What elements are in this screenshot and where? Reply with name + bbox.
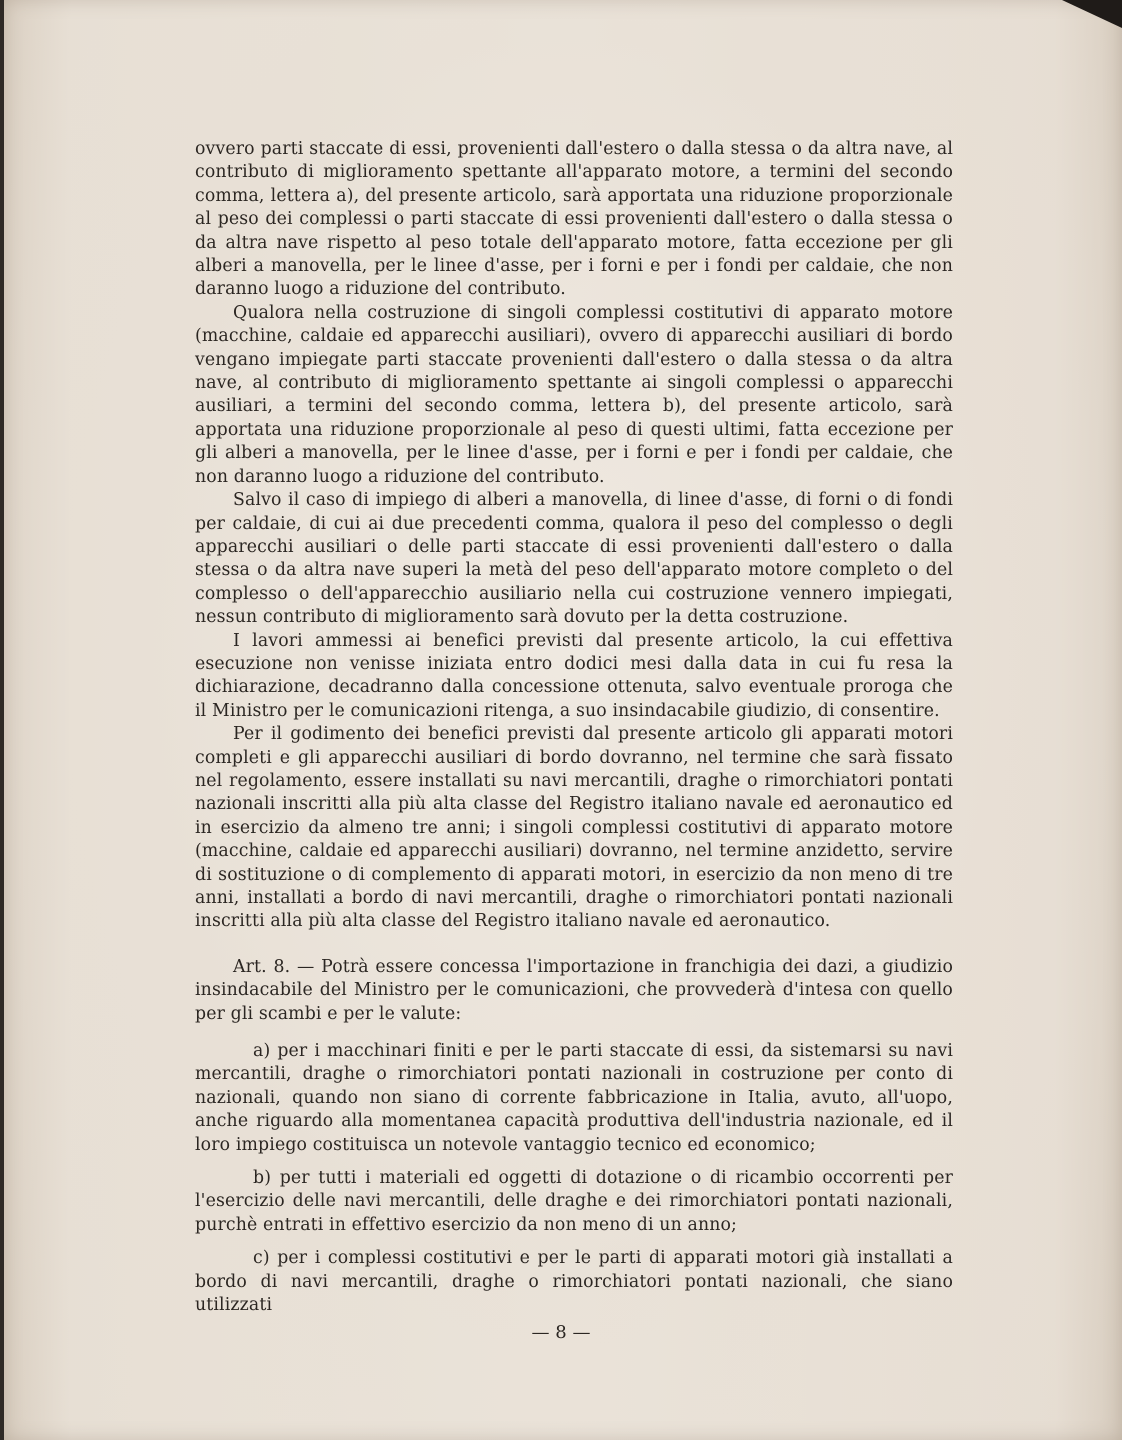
document-page [4, 0, 1122, 1440]
paragraph-3: Salvo il caso di impiego di alberi a manovella, di linee d'asse, di forni o di fondi per caldaie, di cui ai due precedenti comma, qualora il peso del complesso o degli apparecchi ausiliari o delle parti staccate di essi provenienti dall'estero o dalla stessa o da altra nave superi la metà del peso dell'apparato motore completo o del complesso o dell'apparecchio ausiliario nella cui costruzione vennero impiegati, nessun contributo di miglioramento sarà dovuto per la detta costruzione. [195, 490, 953, 628]
list-item-c: c) per i complessi costitutivi e per le parti di apparati motori già installati a bordo di navi mercantili, draghe o rimorchiatori pontati nazionali, che siano utilizzati [195, 1248, 953, 1316]
paragraph-4: I lavori ammessi ai benefici previsti dal presente articolo, la cui effettiva esecuzione non venisse iniziata entro dodici mesi dalla data in cui fu resa la dichiarazione, decadranno dalla concessione ottenuta, salvo eventuale proroga che il Ministro per le comunicazioni ritenga, a suo insindacabile giudizio, di consentire. [195, 630, 953, 721]
paragraph-5: Per il godimento dei benefici previsti dal presente articolo gli apparati motori completi e gli apparecchi ausiliari di bordo dovranno, nel termine che sarà fissato nel regolamento, essere installati su navi mercantili, draghe o rimorchiatori pontati nazionali inscritti alla più alta classe del Registro italiano navale ed aeronautico ed in esercizio da almeno tre anni; i singoli complessi costitutivi di apparato motore (macchine, caldaie ed apparecchi ausiliari) dovranno, nel termine anzidetto, servire di sostituzione o di complemento di apparati motori, in esercizio da non meno di tre anni, installati a bordo di navi mercantili, draghe o rimorchiatori pontati nazionali inscritti alla più alta classe del Registro italiano navale ed aeronautico. [195, 724, 953, 932]
list-item-a: a) per i macchinari finiti e per le parti staccate di essi, da sistemarsi su navi mercantili, draghe o rimorchiatori pontati nazionali in costruzione per conto di nazionali, quando non siano di corrente fabbricazione in Italia, avuto, all'uopo, anche riguardo alla momentanea capacità produttiva dell'industria nazionale, ed il loro impiego costituisca un notevole vantaggio tecnico ed economico; [195, 1041, 953, 1155]
article-8-heading-paragraph: Art. 8. — Potrà essere concessa l'importazione in franchigia dei dazi, a giudizio insindacabile del Ministro per le comunicazioni, che provvederà d'intesa con quello per gli scambi e per le valute: [195, 956, 953, 1024]
document-body [195, 138, 953, 1318]
page-corner-fold [1062, 0, 1122, 28]
page-number: — 8 — [531, 1322, 591, 1343]
list-item-b: b) per tutti i materiali ed oggetti di dotazione o di ricambio occorrenti per l'esercizio delle navi mercantili, delle draghe e dei rimorchiatori pontati nazionali, purchè entrati in effettivo esercizio da non meno di un anno; [195, 1168, 953, 1235]
paragraph-1: ovvero parti staccate di essi, provenienti dall'estero o dalla stessa o da altra nave, al contributo di miglioramento spettante all'apparato motore, a termini del secondo comma, lettera a), del presente articolo, sarà apportata una riduzione proporzionale al peso dei complessi o parti staccate di essi provenienti dall'estero o dalla stessa o da altra nave rispetto al peso totale dell'apparato motore, fatta eccezione per gli alberi a manovella, per le linee d'asse, per i forni e per i fondi per caldaie, che non daranno luogo a riduzione del contributo. [195, 139, 953, 300]
paragraph-2: Qualora nella costruzione di singoli complessi costitutivi di apparato motore (macchine, caldaie ed apparecchi ausiliari), ovvero di apparecchi ausiliari di bordo vengano impiegate parti staccate provenienti dall'estero o dalla stessa o da altra nave, al contributo di miglioramento spettante ai singoli complessi o apparecchi ausiliari, a termini del secondo comma, lettera b), del presente articolo, sarà apportata una riduzione proporzionale al peso di questi ultimi, fatta eccezione per gli alberi a manovella, per le linee d'asse, per i forni e per i fondi per caldaie, che non daranno luogo a riduzione del contributo. [195, 302, 953, 487]
